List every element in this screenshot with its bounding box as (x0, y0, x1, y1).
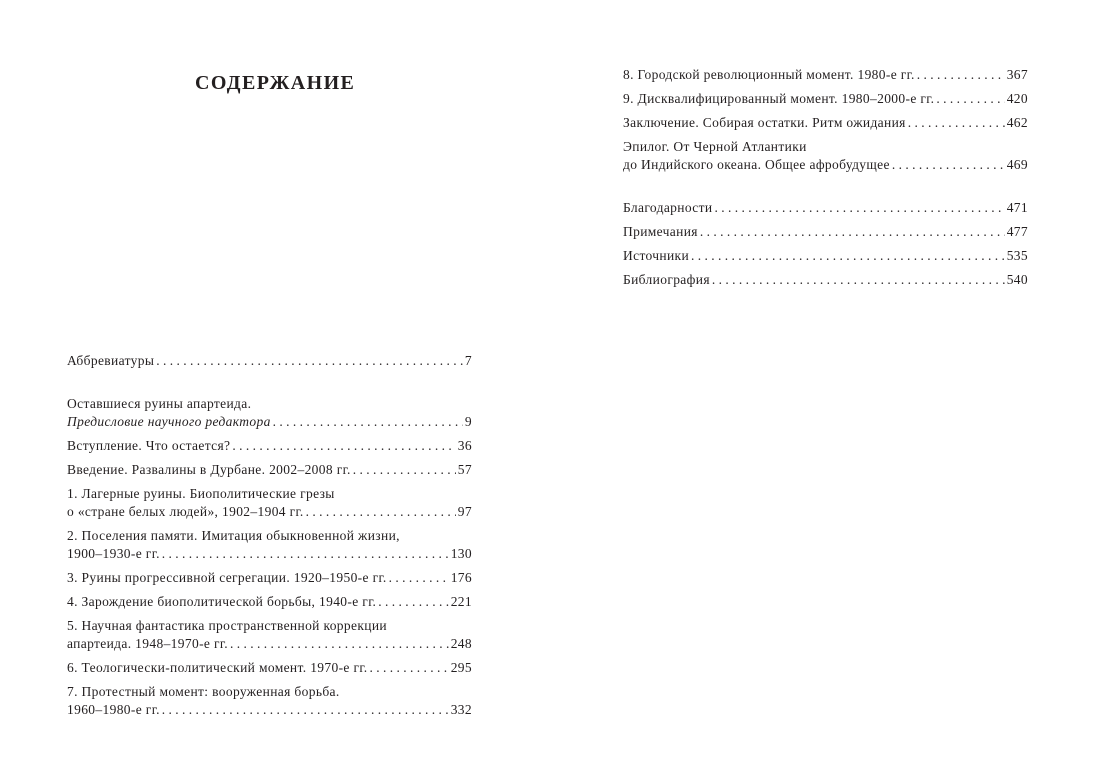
toc-page-number: 295 (450, 660, 472, 675)
toc-page-number: 540 (1006, 272, 1028, 287)
dot-leader (232, 437, 455, 455)
toc-entry[interactable] (623, 138, 1028, 174)
toc-entry-title-cont: 1960–1980-е гг. (67, 702, 160, 717)
toc-entry[interactable] (623, 223, 1028, 241)
toc-entry-line (623, 90, 1028, 108)
toc-entry-title: Благодарности (623, 200, 713, 215)
toc-entry[interactable] (623, 66, 1028, 84)
dot-leader (378, 593, 448, 611)
toc-entry-title-cont: апартеида. 1948–1970-е гг. (67, 636, 228, 651)
toc-entry[interactable] (67, 659, 472, 677)
toc-page-number: 97 (457, 504, 472, 519)
toc-entry-line (623, 223, 1028, 241)
toc-entry-title: 8. Городской революционный момент. 1980-е гг. (623, 67, 915, 82)
toc-entry-title: Аббревиатуры (67, 353, 155, 368)
toc-page-number: 471 (1006, 200, 1028, 215)
toc-entry-title: 7. Протестный момент: вооруженная борьба. (67, 684, 340, 699)
toc-entry[interactable] (67, 485, 472, 521)
toc-entry-line (623, 271, 1028, 289)
toc-entry-title: Введение. Развалины в Дурбане. 2002–2008 гг. (67, 462, 351, 477)
toc-entry-title: Примечания (623, 224, 698, 239)
toc-page-number: 332 (450, 702, 472, 717)
dot-leader (306, 503, 456, 521)
toc-page-number: 57 (457, 462, 472, 477)
toc-entry[interactable] (67, 461, 472, 479)
dot-leader (691, 247, 1005, 265)
dot-leader (162, 545, 449, 563)
toc-entry-line (623, 156, 1028, 174)
toc-page-number: 130 (450, 546, 472, 561)
toc-entry-line (67, 352, 472, 370)
toc-page-number: 221 (450, 594, 472, 609)
toc-entry-title: 6. Теологически-политический момент. 1970-е гг. (67, 660, 368, 675)
toc-entry-line (67, 593, 472, 611)
toc-entry[interactable] (623, 114, 1028, 132)
page-title: СОДЕРЖАНИЕ (195, 72, 356, 94)
toc-entry[interactable] (623, 247, 1028, 265)
dot-leader (156, 352, 463, 370)
toc-page-number: 9 (464, 414, 472, 429)
dot-leader (162, 701, 449, 719)
toc-entry-line (67, 659, 472, 677)
toc-entry-line (67, 503, 472, 521)
toc-entry-line (67, 437, 472, 455)
toc-entry[interactable] (623, 90, 1028, 108)
toc-entry-line (623, 66, 1028, 84)
toc-entry[interactable] (67, 617, 472, 653)
toc-entry[interactable] (67, 683, 472, 719)
toc-entry[interactable] (623, 271, 1028, 289)
toc-entry-title: Источники (623, 248, 690, 263)
toc-page-number: 248 (450, 636, 472, 651)
toc-page-number: 535 (1006, 248, 1028, 263)
toc-entry-line (67, 545, 472, 563)
toc-entry-title-cont: о «стране белых людей», 1902–1904 гг. (67, 504, 304, 519)
dot-leader (353, 461, 456, 479)
toc-entry-line (67, 461, 472, 479)
dot-leader (714, 199, 1004, 217)
toc-entry[interactable] (67, 593, 472, 611)
toc-entry-title: 9. Дисквалифицированный момент. 1980–2000-е гг. (623, 91, 935, 106)
toc-entry-title-cont: 1900–1930-е гг. (67, 546, 160, 561)
toc-entry-line (67, 701, 472, 719)
dot-leader (917, 66, 1005, 84)
toc-entry-title: Оставшиеся руины апартеида. (67, 396, 252, 411)
toc-left (67, 352, 472, 725)
toc-entry[interactable] (67, 527, 472, 563)
dot-leader (273, 413, 463, 431)
toc-entry-title: Вступление. Что остается? (67, 438, 231, 453)
toc-page-number: 176 (450, 570, 472, 585)
toc-page-number: 7 (464, 353, 472, 368)
toc-entry-title: Библиография (623, 272, 710, 287)
toc-entry-title: 2. Поселения памяти. Имитация обыкновенной жизни, (67, 528, 400, 543)
dot-leader (700, 223, 1005, 241)
dot-leader (389, 569, 449, 587)
toc-page-number: 420 (1006, 91, 1028, 106)
toc-entry-line (623, 199, 1028, 217)
toc-entry-line (623, 247, 1028, 265)
dot-leader (230, 635, 449, 653)
toc-page-number: 36 (457, 438, 472, 453)
toc-entry[interactable] (67, 437, 472, 455)
toc-page-number: 477 (1006, 224, 1028, 239)
toc-entry-title: 5. Научная фантастика пространственной коррекции (67, 618, 387, 633)
toc-entry-title: 1. Лагерные руины. Биополитические грезы (67, 486, 335, 501)
toc-entry[interactable] (623, 199, 1028, 217)
toc-entry[interactable] (67, 569, 472, 587)
dot-leader (908, 114, 1005, 132)
toc-right (623, 66, 1028, 295)
toc-entry-title-cont: до Индийского океана. Общее афробудущее (623, 157, 890, 172)
toc-entry-subtitle: Предисловие научного редактора (67, 414, 271, 429)
right-page (550, 0, 1100, 783)
toc-entry[interactable] (67, 352, 472, 370)
toc-entry-title: 3. Руины прогрессивной сегрегации. 1920–1950-е гг. (67, 570, 387, 585)
dot-leader (712, 271, 1005, 289)
toc-entry-line (67, 635, 472, 653)
toc-page-number: 462 (1006, 115, 1028, 130)
toc-entry-line (67, 569, 472, 587)
toc-entry[interactable] (67, 395, 472, 431)
dot-leader (369, 659, 448, 677)
toc-entry-line (67, 413, 472, 431)
toc-page-number: 367 (1006, 67, 1028, 82)
toc-page-number: 469 (1006, 157, 1028, 172)
toc-entry-title: Эпилог. От Черной Атлантики (623, 139, 807, 154)
toc-entry-line (623, 114, 1028, 132)
toc-entry-title: Заключение. Собирая остатки. Ритм ожидания (623, 115, 906, 130)
toc-entry-title: 4. Зарождение биополитической борьбы, 1940-е гг. (67, 594, 377, 609)
dot-leader (936, 90, 1004, 108)
dot-leader (892, 156, 1005, 174)
